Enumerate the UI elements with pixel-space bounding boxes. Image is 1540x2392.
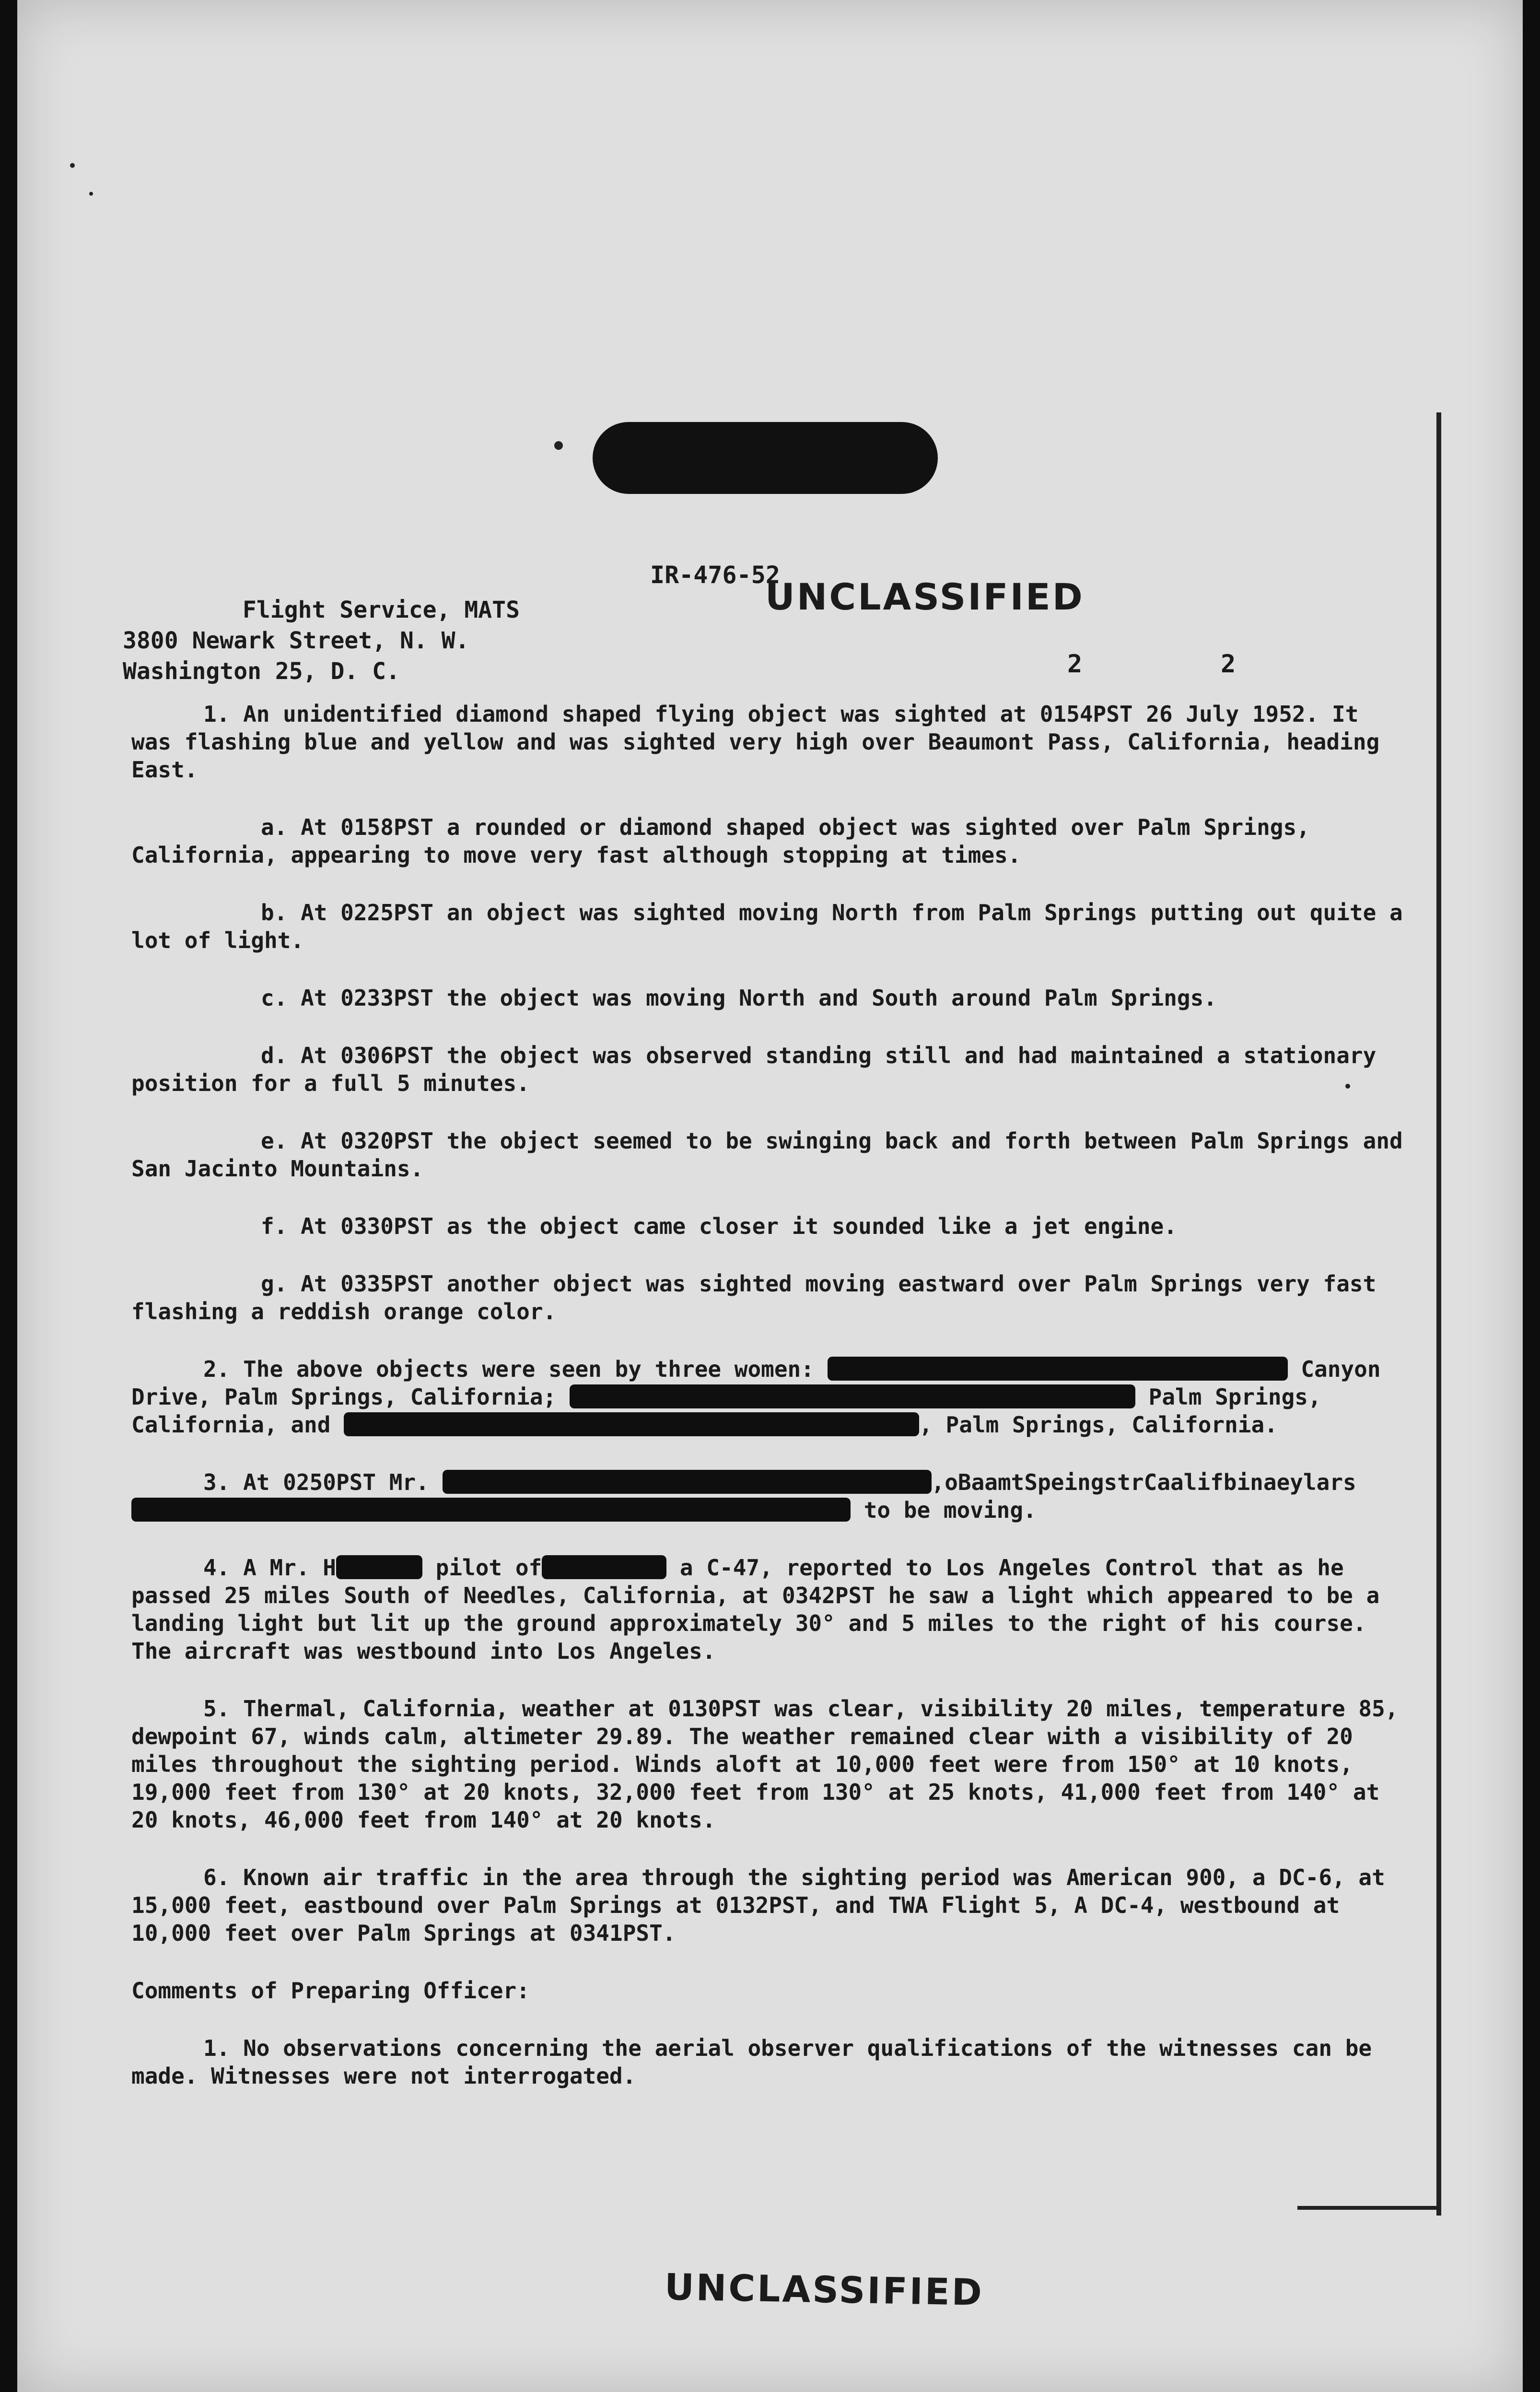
subparagraph-e: e. At 0320PST the object seemed to be swinging back and forth between Palm Springs and San Jacinto Mountains. [131,1128,1403,1182]
comments-heading: Comments of Preparing Officer: [131,1978,530,2004]
redaction-block [542,1555,666,1579]
redaction-block [443,1470,932,1494]
copy-number: 2 [1221,650,1236,679]
paragraph-1: 1. An unidentified diamond shaped flying object was sighted at 0154PST 26 July 1952. It was flashing blue and yellow and was sighted very high over Beaumont Pass, California, heading East. [131,701,1380,783]
redaction-block [344,1412,919,1436]
paragraph-2-text: Palm Springs, California, and [131,1384,1321,1438]
subparagraph-f: f. At 0330PST as the object came closer it sounded like a jet engine. [261,1213,1177,1239]
bottom-margin-line [1297,2206,1441,2210]
paragraph-2 [131,1355,1407,1439]
address-block [123,595,520,687]
redaction-block [570,1384,1135,1408]
speck [89,192,93,196]
subparagraph-a: a. At 0158PST a rounded or diamond shaped object was sighted over Palm Springs, California, appearing to move very fast although stopping at times. [131,814,1310,868]
redaction-block-top [593,422,938,494]
report-body [131,700,1407,2120]
subparagraph-c: c. At 0233PST the object was moving North and South around Palm Springs. [261,985,1217,1011]
paragraph-6: 6. Known air traffic in the area through the sighting period was American 900, a DC-6, at 15,000 feet, eastbound over Palm Springs at 0132PST, and TWA Flight 5, A DC-4, westbound at 10,000 feet over Palm Springs at 0341PST. [131,1864,1385,1946]
paragraph-3-text: 3. At 0250PST Mr. [203,1469,429,1495]
paragraph-4-text: a C-47, reported to Los Angeles Control that as he passed 25 miles South of Needles, California, at 0342PST he saw a light which appeared to be a landing light but lit up the ground approximately 30° and 5 miles to the right of his course. The aircraft was westbound into Los Angeles. [131,1555,1380,1664]
paragraph-4-text: pilot of [435,1555,542,1581]
paragraph-4-text: 4. A Mr. H [203,1555,336,1581]
paragraph-2-text: , Palm Springs, California. [919,1412,1278,1438]
paragraph-2-text: 2. The above objects were seen by three women: [203,1356,814,1382]
redaction-block [336,1555,422,1579]
speck [554,441,563,450]
subparagraph-g: g. At 0335PST another object was sighted moving eastward over Palm Springs very fast flashing a reddish orange color. [131,1271,1377,1325]
redaction-block [131,1498,851,1522]
copy-number: 2 [1067,650,1083,679]
redaction-block [828,1357,1288,1381]
right-margin-line [1436,412,1441,2216]
address-line: Washington 25, D. C. [123,658,400,685]
paragraph-3 [131,1468,1407,1524]
paragraph-2-text: Canyon Drive, Palm Springs, California; [131,1356,1381,1410]
speck [70,163,75,168]
paragraph-3-text: to be moving. [863,1497,1037,1523]
comment-1: 1. No observations concerning the aerial observer qualifications of the witnesses can be made. Witnesses were not interrogated. [131,2035,1372,2089]
classification-stamp-top: UNCLASSIFIED [765,575,1085,618]
subparagraph-b: b. At 0225PST an object was sighted moving North from Palm Springs putting out quite a lot of light. [131,900,1403,953]
paragraph-5: 5. Thermal, California, weather at 0130PST was clear, visibility 20 miles, temperature 85, dewpoint 67, winds calm, altimeter 29.89. The weather remained clear with a visibility of 20 miles throughout the sighting period. Winds aloft at 10,000 feet were from 150° at 10 knots, 19,000 feet from 130° at 20 knots, 32,000 feet from 130° at 25 knots, 41,000 feet from 140° at 20 knots, 46,000 feet from 140° at 20 knots. [131,1696,1399,1833]
document-id: IR-476-52 [650,561,780,589]
address-line: 3800 Newark Street, N. W. [123,627,469,654]
document-page [17,0,1523,2392]
paragraph-4 [131,1554,1407,1665]
paragraph-3-text: ,oBaamtSpeingstrCaalifbinaeylars [931,1469,1356,1495]
classification-stamp-bottom: UNCLASSIFIED [664,2265,984,2314]
subparagraph-d: d. At 0306PST the object was observed standing still and had maintained a stationary position for a full 5 minutes. [131,1043,1377,1096]
address-line: Flight Service, MATS [243,597,520,623]
